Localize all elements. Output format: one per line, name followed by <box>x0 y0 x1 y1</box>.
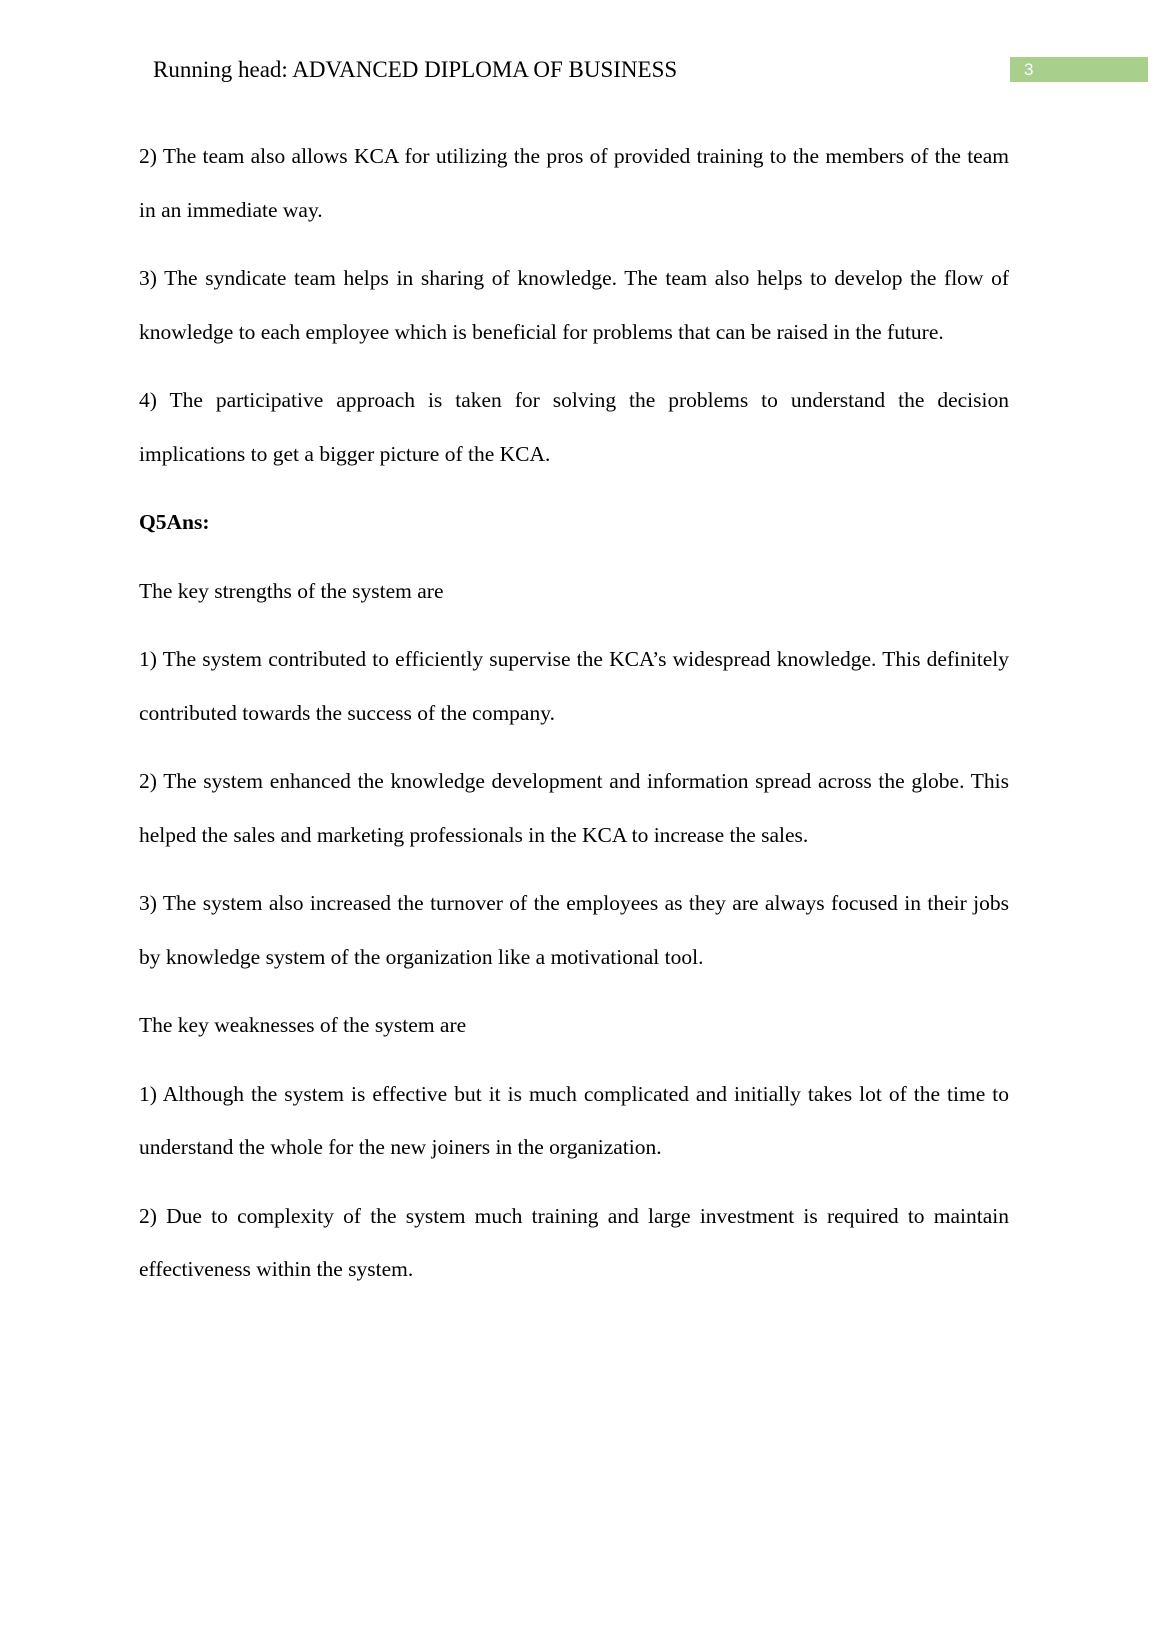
strength-item-2: 2) The system enhanced the knowledge development and information spread across the globe. This helped the sales and marketing professionals in the KCA to increase the sales. <box>139 769 1009 847</box>
paragraph-syndicate-team: 3) The syndicate team helps in sharing of knowledge. The team also helps to develop the flow of knowledge to each employee which is beneficial for problems that can be raised in the future. <box>139 266 1009 344</box>
page-number: 3 <box>1024 60 1034 79</box>
document-body <box>139 130 1009 1312</box>
strength-item-1: 1) The system contributed to efficiently supervise the KCA’s widespread knowledge. This definitely contributed towards the success of the company. <box>139 647 1009 725</box>
section-heading-q5: Q5Ans: <box>139 510 210 534</box>
strengths-intro: The key strengths of the system are <box>139 578 444 603</box>
weaknesses-intro: The key weaknesses of the system are <box>139 1013 467 1037</box>
paragraph-participative-approach: 4) The participative approach is taken for solving the problems to understand the decision implications to get a bigger picture of the KCA. <box>139 388 1009 466</box>
weakness-item-2: 2) Due to complexity of the system much training and large investment is required to maintain effectiveness within the system. <box>139 1203 1009 1281</box>
paragraph-team-training: 2) The team also allows KCA for utilizing the pros of provided training to the members of the team in an immediate way. <box>139 144 1009 222</box>
weakness-item-1: 1) Although the system is effective but it is much complicated and initially takes lot of the time to understand the whole for the new joiners in the organization. <box>139 1081 1009 1159</box>
page-number-badge <box>1010 57 1148 82</box>
running-head: Running head: ADVANCED DIPLOMA OF BUSINESS <box>153 57 678 82</box>
strength-item-3: 3) The system also increased the turnover of the employees as they are always focused in their jobs by knowledge system of the organization like a motivational tool. <box>139 891 1009 969</box>
